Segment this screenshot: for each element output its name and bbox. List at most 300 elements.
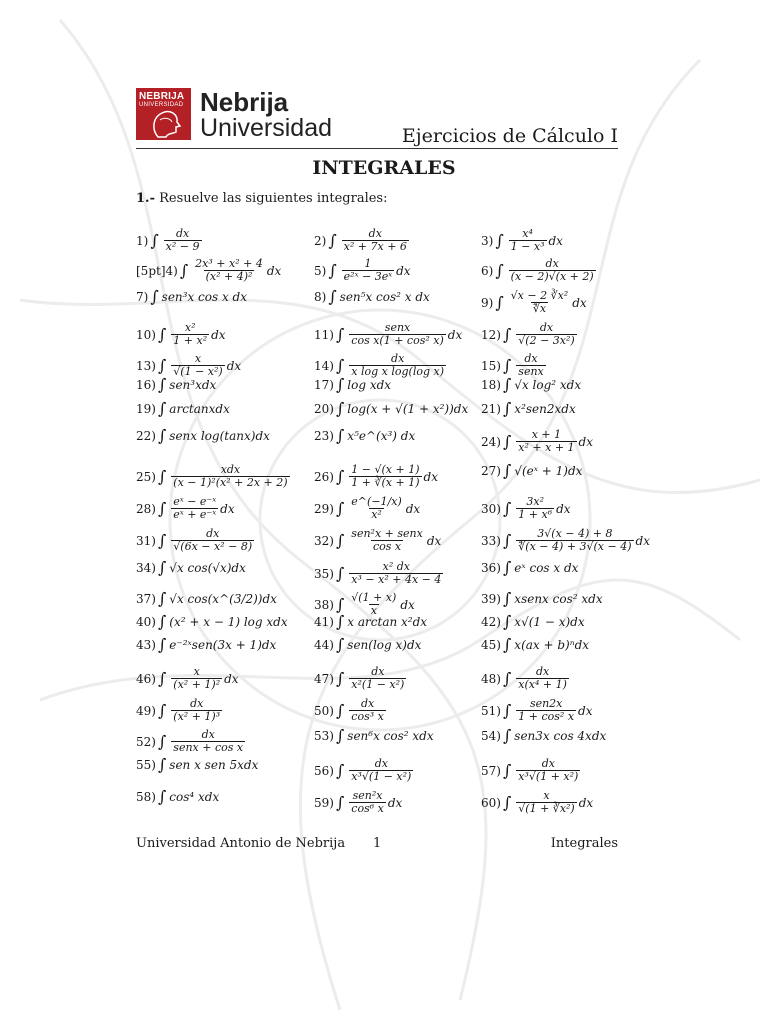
numerator: dx [539,321,554,334]
exercise-number: 50) [314,703,334,718]
integrand: sen x sen 5xdx [169,758,259,772]
footer-institution: Universidad Antonio de Nebrija [136,836,346,851]
exercise-item [481,429,593,454]
exercise-number: 41) [314,615,334,629]
denominator: √(6x − x² − 8) [173,540,253,553]
exercise-item [314,464,438,489]
exercise-item [136,698,224,723]
integral-sign: ∫ [335,635,345,654]
integral-sign: ∫ [157,731,167,751]
differential: dx [578,703,593,718]
numerator: x + 1 [531,428,562,441]
integral-sign: ∫ [335,612,345,631]
exercise-item [314,426,416,445]
integral-sign: ∫ [502,399,512,418]
integrand: x√(1 − x)dx [514,615,585,629]
exercise-item [136,287,248,306]
numerator: dx [206,527,220,540]
integrand: cos⁴ xdx [169,790,220,804]
integral-sign: ∫ [335,355,345,375]
integrand: (x² + x − 1) log xdx [169,615,288,629]
exercise-item [314,726,434,745]
denominator: √(1 − x²) [173,365,223,378]
exercise-item [314,528,441,553]
document-title: Ejercicios de Cálculo I [401,125,618,147]
integrand: √x log² xdx [514,378,582,392]
integral-sign: ∫ [502,589,512,608]
integral-sign: ∫ [157,700,167,720]
exercise-item [136,426,270,445]
differential: dx [211,327,226,342]
differential: dx [426,533,442,548]
integrand: x⁵e^(x³) dx [347,429,416,443]
footer-section: Integrales [550,836,618,851]
numerator: x² [184,321,196,334]
integral-sign: ∫ [502,461,512,480]
exercise-number: 7) [136,290,149,304]
exercise-number: 57) [481,763,501,778]
denominator: x²(1 − x²) [351,678,405,691]
integral-sign: ∫ [157,589,167,608]
numerator: dx [391,352,405,365]
exercise-number: 6) [481,263,494,278]
exercise-item [136,787,220,806]
integrand: arctanxdx [169,402,230,416]
integral-sign: ∫ [157,324,167,344]
exercise-item [481,399,576,418]
integral-sign: ∫ [335,760,345,780]
numerator: x [193,665,200,678]
fraction [516,758,580,783]
instruction-text: Resuelve las siguientes integrales: [159,191,388,206]
integral-sign: ∫ [328,287,337,306]
integral-sign: ∫ [502,612,512,631]
integral-sign: ∫ [328,260,337,280]
numerator: dx [190,697,204,710]
denominator: e²ˣ − 3eˣ [343,270,393,283]
fraction [349,528,425,553]
integral-sign: ∫ [502,498,512,518]
integrand: sen⁶x cos² xdx [347,729,434,743]
integral-sign: ∫ [150,287,159,306]
integrand: √x cos(x^(3/2))dx [169,592,277,606]
exercise-item [314,592,415,617]
exercise-number: 10) [136,327,156,342]
numerator: dx [360,697,375,710]
exercise-number: 43) [136,638,156,652]
denominator: √(1 + ∛x²) [518,802,575,815]
exercise-number: 21) [481,402,501,416]
exercise-number: 11) [314,327,334,342]
differential: dx [556,501,571,516]
exercise-number: 49) [136,703,156,718]
fraction [193,258,265,283]
differential: dx [220,501,235,516]
denominator: cos⁶ x [351,802,384,815]
exercise-item [314,561,445,586]
exercise-number: 1) [136,233,149,248]
fraction [516,496,554,521]
exercise-number: 52) [136,734,156,749]
exercise-number: 25) [136,469,156,484]
exercise-item [314,666,408,691]
exercise-item [481,726,607,745]
integrand: log(x + √(1 + x²))dx [347,402,469,416]
integral-sign: ∫ [335,563,345,583]
denominator: x(x⁴ + 1) [518,678,567,691]
exercise-item [481,258,598,283]
exercise-number: 15) [481,358,501,373]
exercise-item [314,758,415,783]
numerator: x⁴ [522,227,533,240]
numerator: dx [545,257,559,270]
numerator: dx [201,728,215,741]
exercise-number: 8) [314,290,327,304]
exercise-number: 27) [481,464,501,478]
exercise-item [136,496,235,521]
integral-sign: ∫ [335,530,345,550]
integral-sign: ∫ [335,726,345,745]
numerator: x [194,352,202,365]
numerator: 3x² [526,495,545,508]
numerator: senx [384,321,411,334]
denominator: x³√(1 + x²) [518,770,579,783]
denominator: (x − 2)√(x + 2) [510,270,594,283]
differential: dx [423,469,438,484]
exercise-item [481,635,590,654]
exercise-item [136,528,256,553]
exercise-number: 38) [314,597,334,612]
differential: dx [447,327,463,342]
exercise-item [314,322,462,347]
exercise-number: 19) [136,402,156,416]
differential: dx [266,263,282,278]
exercise-item [314,698,388,723]
denominator: (x² + 4)² [205,270,253,283]
denominator: eˣ + e⁻ˣ [173,508,217,521]
numerator: 3√(x − 4) + 8 [537,527,613,540]
fraction [349,353,446,378]
differential: dx [224,671,239,686]
fraction [516,666,569,691]
exercise-number: 44) [314,638,334,652]
numerator: 1 − √(x + 1) [351,463,420,476]
logo-emblem [136,88,191,140]
integral-sign: ∫ [157,755,167,774]
differential: dx [387,795,403,810]
exercise-number: 46) [136,671,156,686]
integral-sign: ∫ [502,558,512,577]
fraction [171,353,224,378]
exercise-item [136,228,204,253]
exercise-item [481,375,582,394]
denominator: senx + cos x [173,741,244,754]
integral-sign: ∫ [157,399,167,418]
exercise-number: 34) [136,561,156,575]
exercise-number: 16) [136,378,156,392]
exercise-number: 20) [314,402,334,416]
integrand: x²sen2xdx [514,402,576,416]
fraction [349,790,386,815]
fraction [516,698,576,723]
exercise-number: 28) [136,501,156,516]
footer-page-number: 1 [373,836,382,851]
exercise-item [136,729,247,754]
fraction [171,464,289,489]
denominator: x log x log(log x) [351,365,445,378]
numerator: dx [374,757,388,770]
numerator: x [543,789,550,802]
numerator: xdx [220,463,241,476]
numerator: dx [175,227,190,240]
exercise-number: 40) [136,615,156,629]
exercise-item [314,375,392,394]
fraction [516,353,545,378]
numerator: x² dx [382,560,410,573]
exercise-number: 30) [481,501,501,516]
fraction [164,228,202,253]
denominator: cos³ x [351,710,384,723]
denominator: (x − 1)²(x² + 2x + 2) [173,476,288,489]
exercise-item [314,287,430,306]
exercise-item [481,290,587,315]
integral-sign: ∫ [502,530,512,550]
logo-word-nebrija: Nebrija [200,87,289,117]
denominator: cos x(1 + cos² x) [351,334,444,347]
fraction [516,322,576,347]
numerator: √(1 + x) [351,591,397,604]
integral-sign: ∫ [157,612,167,631]
exercise-number: 31) [136,533,156,548]
exercise-number: 42) [481,615,501,629]
denominator: x [370,604,377,617]
fraction [516,429,576,454]
denominator: x² [371,508,382,521]
integral-sign: ∫ [157,466,167,486]
exercise-item [481,612,585,631]
integral-sign: ∫ [502,700,512,720]
exercise-item [136,353,241,378]
logo-box-line1: NEBRIJA [139,91,185,102]
exercise-item [136,399,230,418]
numerator: 1 [364,257,372,270]
integral-sign: ∫ [335,399,345,418]
integral-sign: ∫ [157,635,167,654]
integral-sign: ∫ [157,558,167,577]
exercise-number: 13) [136,358,156,373]
exercise-number: 9) [481,295,494,310]
denominator: x² + x + 1 [518,441,575,454]
exercise-item [136,375,217,394]
exercise-item [136,558,246,577]
exercise-item [136,589,277,608]
denominator: 1 + ∛(x + 1) [351,476,420,489]
integrand: √x cos(√x)dx [169,561,246,575]
denominator: (x² + 1)³ [173,710,221,723]
exercise-number: 14) [314,358,334,373]
exercise-number: 36) [481,561,501,575]
denominator: ∜x [532,302,547,315]
instruction-number: 1.- [136,191,155,206]
exercise-item [481,353,548,378]
exercise-number: 5) [314,263,327,278]
integrand: sen³x cos x dx [161,290,248,304]
denominator: x³√(1 − x²) [351,770,412,783]
integral-sign: ∫ [157,530,167,550]
integral-sign: ∫ [502,375,512,394]
fraction [509,290,571,315]
fraction [349,698,386,723]
integral-sign: ∫ [150,230,159,250]
fraction [171,666,222,691]
exercise-number: 53) [314,729,334,743]
denominator: 1 + cos² x [518,710,575,723]
page-heading: INTEGRALES [312,157,456,179]
integral-sign: ∫ [502,355,512,375]
numerator: sen²x + senx [351,527,423,540]
differential: dx [226,358,242,373]
exercise-item [314,790,402,815]
differential: dx [635,533,650,548]
logo-box-line2: UNIVERSIDAD [139,102,184,108]
fraction [171,528,254,553]
differential: dx [572,295,587,310]
integrand: xsenx cos² xdx [514,592,603,606]
differential: dx [578,434,593,449]
exercise-item [481,461,583,480]
integral-sign: ∫ [157,355,167,375]
exercise-item [481,698,593,723]
exercise-item [481,496,571,521]
exercise-item [481,322,579,347]
integral-sign: ∫ [335,792,345,812]
numerator: sen²x [352,789,383,802]
differential: dx [396,263,411,278]
integral-sign: ∫ [502,760,512,780]
exercise-number: 3) [481,233,494,248]
exercise-item [481,558,579,577]
integral-sign: ∫ [502,668,512,688]
profile-head-icon [144,108,184,138]
integral-sign: ∫ [157,375,167,394]
exercise-item [481,758,582,783]
denominator: ∜(x − 4) + 3√(x − 4) [518,540,632,553]
exercise-item [314,399,469,418]
numerator: sen2x [529,697,563,710]
integrand: x arctan x²dx [347,615,428,629]
denominator: 1 + x² [173,334,208,347]
instruction [136,191,387,206]
integral-sign: ∫ [502,792,512,812]
integrand: x(ax + b)ⁿdx [514,638,590,652]
exercise-number: 24) [481,434,501,449]
exercise-item [314,353,448,378]
integral-sign: ∫ [335,594,345,614]
integral-sign: ∫ [502,726,512,745]
numerator: dx [371,665,385,678]
fraction [171,496,218,521]
fraction [171,729,245,754]
exercise-number: 37) [136,592,156,606]
integral-sign: ∫ [502,431,512,451]
fraction [349,561,443,586]
integrand: e⁻²ˣsen(3x + 1)dx [169,638,277,652]
exercise-item [136,464,292,489]
integral-sign: ∫ [335,426,345,445]
fraction [349,464,421,489]
exercise-number: 23) [314,429,334,443]
exercise-item [136,635,277,654]
exercise-number: 29) [314,501,334,516]
fraction [171,698,222,723]
integral-sign: ∫ [328,230,337,250]
integral-sign: ∫ [495,260,504,280]
exercise-number: 54) [481,729,501,743]
integral-sign: ∫ [335,498,345,518]
integral-sign: ∫ [502,324,512,344]
fraction [516,790,576,815]
denominator: √(2 − 3x²) [518,334,575,347]
exercise-item [314,496,420,521]
integral-sign: ∫ [335,466,345,486]
denominator: cos x [372,540,402,553]
integral-sign: ∫ [502,635,512,654]
header-rule [136,148,618,149]
integral-sign: ∫ [495,230,504,250]
exercise-number: 47) [314,671,334,686]
denominator: x² − 9 [165,240,200,253]
exercise-number: 17) [314,378,334,392]
differential: dx [578,795,594,810]
exercise-number: 32) [314,533,334,548]
exercise-item [136,755,259,774]
integral-sign: ∫ [335,668,345,688]
denominator: x² + 7x + 6 [343,240,407,253]
numerator: dx [535,665,550,678]
integral-sign: ∫ [157,668,167,688]
fraction [349,592,398,617]
exercise-number: 48) [481,671,501,686]
denominator: 1 + x⁶ [518,508,553,521]
denominator: (x² + 1)² [173,678,221,691]
exercise-number: 56) [314,763,334,778]
integral-sign: ∫ [179,260,189,280]
fraction [342,258,394,283]
numerator: dx [524,352,538,365]
exercise-number: 33) [481,533,501,548]
exercise-number: 60) [481,795,501,810]
nebrija-logo [136,88,332,140]
exercise-item [481,589,603,608]
exercise-number: 59) [314,795,334,810]
exercise-item [136,322,226,347]
integrand: sen³xdx [169,378,217,392]
exercise-item [314,612,428,631]
exercise-item [481,228,563,253]
integral-sign: ∫ [335,700,345,720]
exercise-number: 26) [314,469,334,484]
integral-sign: ∫ [157,426,167,445]
fraction [349,758,413,783]
exercise-item [481,528,650,553]
numerator: dx [541,757,555,770]
fraction [509,258,596,283]
exercise-number: 12) [481,327,501,342]
exercise-item [481,666,571,691]
integrand: log xdx [347,378,392,392]
exercise-number: 45) [481,638,501,652]
exercise-item [136,666,239,691]
